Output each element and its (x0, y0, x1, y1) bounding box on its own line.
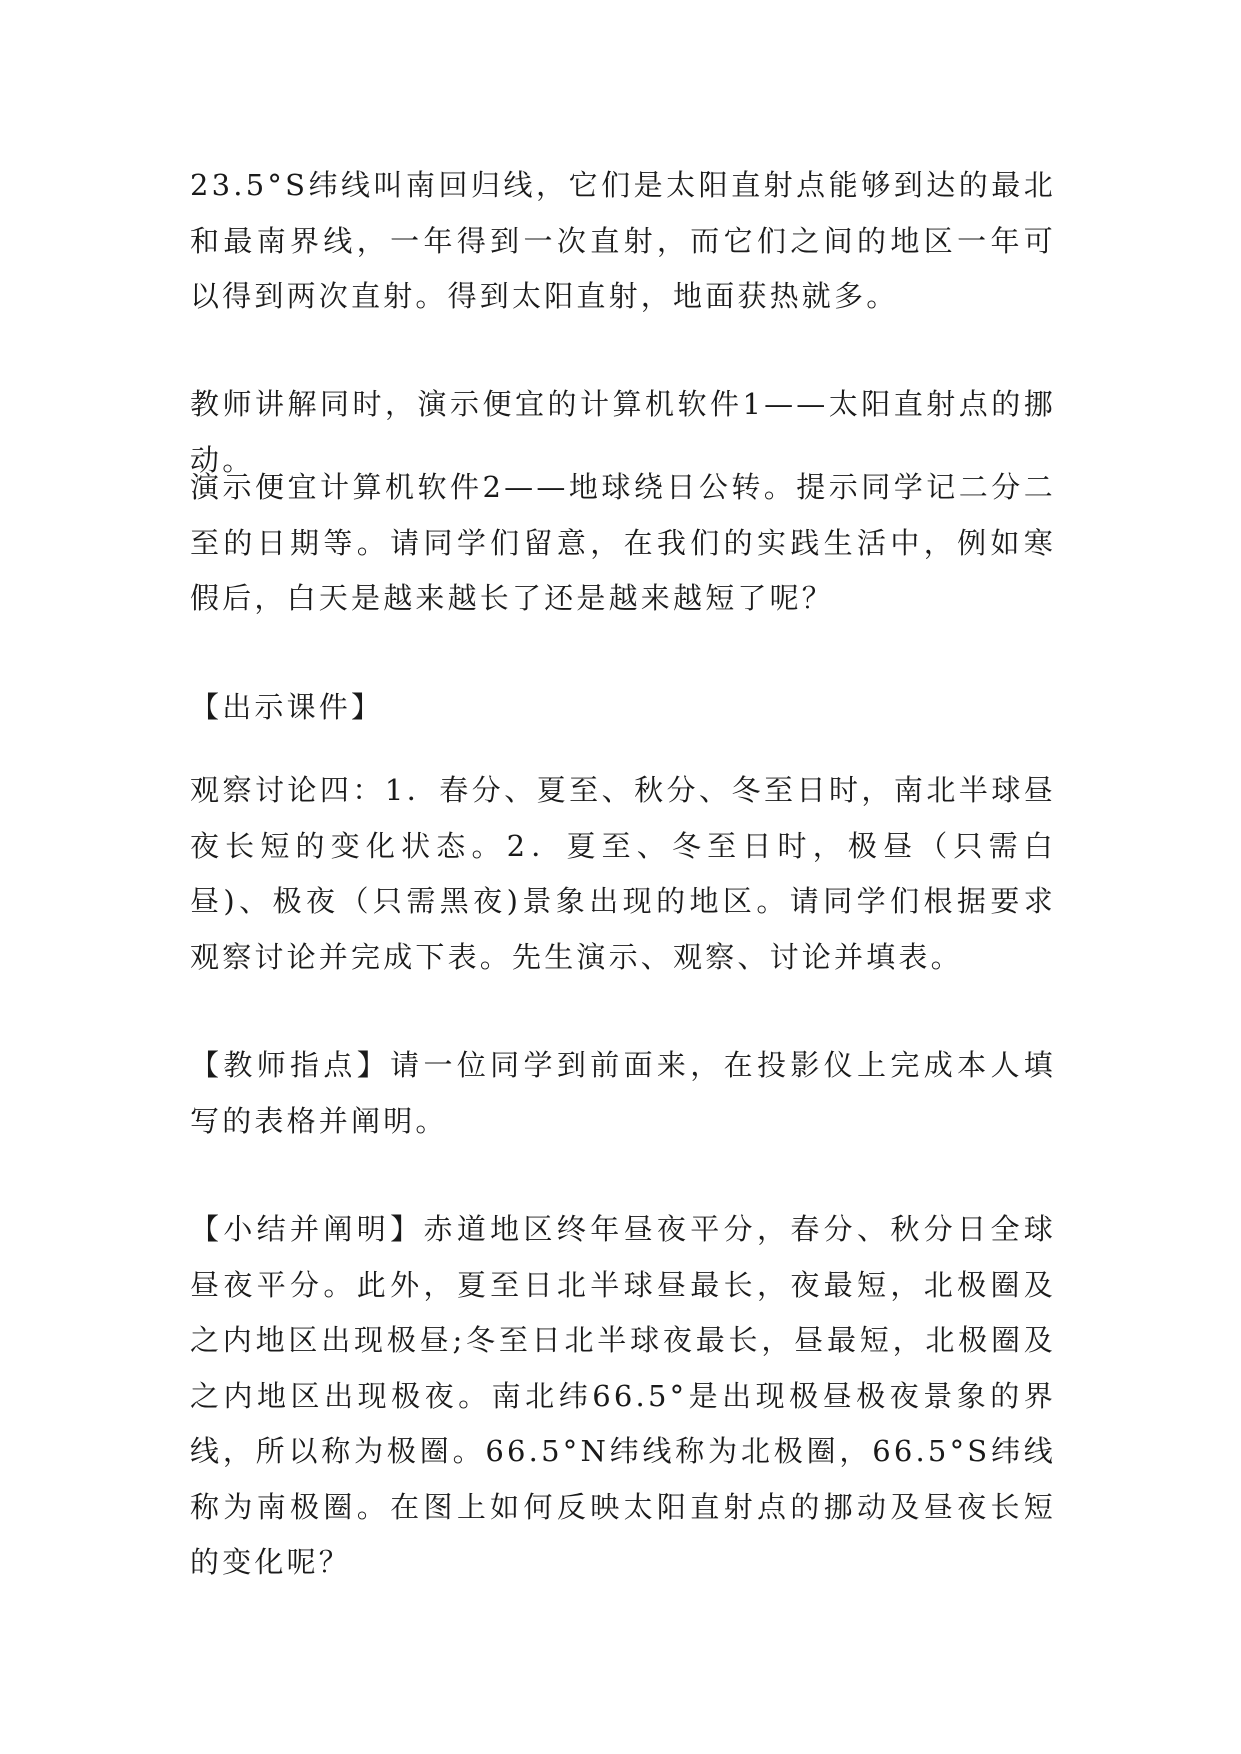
paragraph-tropic-of-capricorn: 23.5°S纬线叫南回归线，它们是太阳直射点能够到达的最北和最南界线，一年得到一次直射，而它们之间的地区一年可以得到两次直射。得到太阳直射，地面获热就多。 (190, 168, 1056, 313)
paragraph-software-demo-1: 教师讲解同时，演示便宜的计算机软件1——太阳直射点的挪动。 (190, 387, 1056, 477)
paragraph-teacher-guidance: 【教师指点】请一位同学到前面来，在投影仪上完成本人填写的表格并阐明。 (190, 1048, 1056, 1138)
paragraph-discussion-four: 观察讨论四：1．春分、夏至、秋分、冬至日时，南北半球昼夜长短的变化状态。2．夏至、冬至日时，极昼（只需白昼)、极夜（只需黑夜)景象出现的地区。请同学们根据要求观察讨论并完成下表。先生演示、观察、讨论并填表。 (190, 773, 1056, 974)
paragraph-summary: 【小结并阐明】赤道地区终年昼夜平分，春分、秋分日全球昼夜平分。此外，夏至日北半球昼最长，夜最短，北极圈及之内地区出现极昼;冬至日北半球夜最长，昼最短，北极圈及之内地区出现极夜。南北纬66.5°是出现极昼极夜景象的界线，所以称为极圈。66.5°N纬线称为北极圈，66.5°S纬线称为南极圈。在图上如何反映太阳直射点的挪动及昼夜长短的变化呢？ (190, 1212, 1056, 1579)
paragraph-software-demo-2: 演示便宜计算机软件2——地球绕日公转。提示同学记二分二至的日期等。请同学们留意，在我们的实践生活中，例如寒假后，白天是越来越长了还是越来越短了呢？ (190, 470, 1056, 615)
paragraph-show-courseware: 【出示课件】 (190, 690, 384, 724)
